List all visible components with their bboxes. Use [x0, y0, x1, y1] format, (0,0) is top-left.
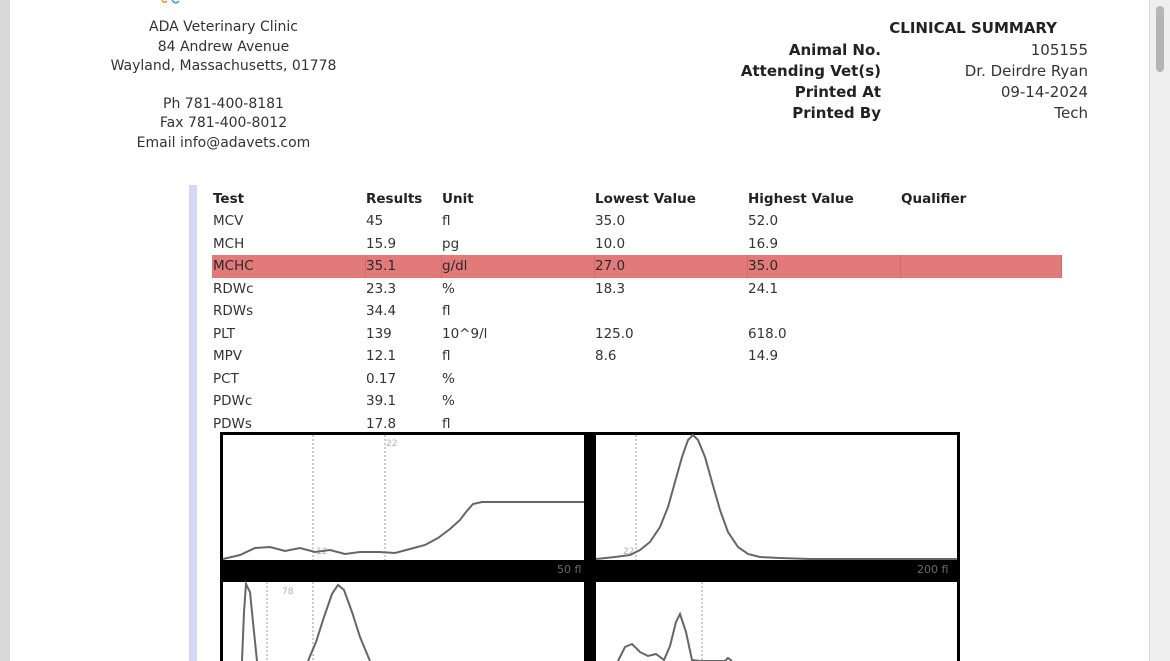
- cell-low: 18.3: [595, 280, 626, 297]
- clinic-city: Wayland, Massachusetts, 01778: [110, 58, 337, 74]
- cell-test: RDWs: [213, 303, 254, 319]
- cell-unit: fl: [442, 213, 451, 229]
- cell-low: [594, 368, 747, 391]
- cell-test: MCHC: [212, 255, 366, 278]
- cell-unit: 10^9/l: [442, 325, 488, 342]
- report-page: [10, 0, 1149, 661]
- histogram-bottom-left: [223, 582, 584, 661]
- meta-label: Attending Vet(s): [740, 62, 881, 80]
- meta-row-printed-at: [710, 82, 1088, 103]
- results-side-bar: [189, 185, 197, 661]
- summary-title: CLINICAL SUMMARY: [889, 19, 1057, 37]
- cell-low: 35.0: [595, 213, 626, 229]
- cell-qualifier: [900, 255, 1062, 278]
- cell-result: 17.8: [366, 415, 397, 432]
- cell-qualifier: [900, 210, 1061, 233]
- cell-qualifier: [900, 300, 1061, 323]
- histogram-top-right: [596, 435, 957, 560]
- scrollbar-thumb[interactable]: [1156, 6, 1164, 72]
- table-row: [212, 233, 1062, 256]
- cell-high: [747, 368, 900, 391]
- clinic-fax: Fax 781-400-8012: [159, 115, 288, 131]
- results-table: [212, 188, 1062, 435]
- marker-label: 12: [316, 547, 328, 557]
- clinic-email: Email info@adavets.com: [136, 134, 311, 151]
- cell-unit: pg: [442, 235, 460, 252]
- header-highest-value: Highest Value: [748, 191, 854, 207]
- marker-label: 78: [282, 587, 294, 597]
- cell-result: 23.3: [366, 280, 397, 297]
- cell-unit: %: [442, 280, 455, 297]
- axis-label: 50 fl: [557, 563, 582, 576]
- cell-test: MPV: [213, 348, 243, 364]
- cell-qualifier: [900, 233, 1061, 256]
- meta-label: Printed At: [794, 83, 881, 101]
- cell-result: 45: [366, 213, 384, 229]
- marker-label: 22: [386, 439, 398, 449]
- table-row: [212, 278, 1062, 301]
- cell-qualifier: [900, 345, 1061, 368]
- cell-high: [747, 300, 900, 323]
- cell-result: 15.9: [366, 235, 397, 252]
- cell-test: RDWc: [213, 280, 254, 297]
- meta-value: 105155: [1030, 41, 1088, 59]
- meta-row-animal-no: [710, 40, 1088, 61]
- meta-value: 09-14-2024: [1000, 83, 1088, 101]
- meta-label: Printed By: [792, 104, 881, 122]
- clinic-address-block: [98, 18, 349, 153]
- cell-test: PDWs: [213, 415, 252, 432]
- clinic-phone: Ph 781-400-8181: [163, 95, 284, 112]
- cell-result: 34.4: [366, 303, 397, 319]
- table-row: [212, 300, 1062, 323]
- cell-low: 125.0: [595, 325, 634, 342]
- axis-label: 200 fl: [917, 563, 949, 576]
- table-row: [212, 368, 1062, 391]
- cell-result: 0.17: [366, 370, 397, 387]
- cell-unit: fl: [442, 348, 451, 364]
- cell-low: 8.6: [595, 348, 617, 364]
- cell-high: 52.0: [748, 213, 779, 229]
- header-unit: Unit: [442, 191, 474, 207]
- cell-high: 35.0: [747, 255, 901, 278]
- clinic-logo-fragment: [160, 0, 190, 5]
- header-test: Test: [213, 191, 245, 207]
- cell-result: 35.1: [365, 255, 442, 278]
- cell-unit: g/dl: [441, 255, 595, 278]
- cell-low: 10.0: [595, 235, 626, 252]
- header-qualifier: Qualifier: [901, 191, 967, 207]
- table-row: [212, 345, 1062, 368]
- cell-test: MCH: [213, 235, 245, 252]
- cell-result: 139: [366, 325, 392, 342]
- cell-unit: fl: [442, 415, 451, 432]
- cell-qualifier: [900, 323, 1061, 346]
- meta-value: Tech: [1054, 104, 1088, 122]
- table-row: [212, 323, 1062, 346]
- meta-row-attending-vet: [710, 61, 1088, 82]
- cell-unit: %: [442, 370, 455, 387]
- cell-test: PLT: [213, 325, 236, 342]
- meta-label: Animal No.: [788, 41, 881, 59]
- meta-value: Dr. Deirdre Ryan: [964, 62, 1088, 80]
- cell-test: PDWc: [213, 393, 253, 409]
- marker-label: 22: [623, 547, 635, 557]
- header-results: Results: [366, 191, 423, 207]
- cell-unit: %: [442, 393, 455, 409]
- cell-high: 14.9: [748, 348, 779, 364]
- table-row: [212, 210, 1062, 233]
- cell-test: PCT: [213, 370, 239, 387]
- meta-row-printed-by: [710, 103, 1088, 124]
- vertical-scrollbar[interactable]: [1149, 0, 1170, 661]
- summary-meta: [710, 40, 1088, 124]
- cell-high: 16.9: [748, 235, 779, 252]
- cell-result: 12.1: [366, 348, 397, 364]
- table-header: [212, 188, 1062, 210]
- header-lowest-value: Lowest Value: [595, 191, 696, 207]
- table-row-flagged: [212, 255, 1062, 278]
- cell-qualifier: [900, 390, 1061, 413]
- cell-high: [747, 390, 900, 413]
- cell-low: 27.0: [594, 255, 748, 278]
- histogram-bottom-right: [596, 582, 957, 661]
- cell-test: MCV: [213, 213, 244, 229]
- clinic-street: 84 Andrew Avenue: [157, 38, 290, 55]
- histogram-image: [220, 432, 960, 661]
- cell-qualifier: [900, 278, 1061, 301]
- clinic-name: ADA Veterinary Clinic: [149, 19, 298, 35]
- cell-unit: fl: [442, 303, 451, 319]
- cell-low: [594, 300, 747, 323]
- cell-qualifier: [900, 368, 1061, 391]
- cell-result: 39.1: [366, 393, 397, 409]
- histogram-top-left: [223, 435, 584, 560]
- cell-high: 24.1: [748, 280, 779, 297]
- histogram-grid: [220, 432, 960, 661]
- cell-high: 618.0: [748, 325, 787, 342]
- table-row: [212, 390, 1062, 413]
- cell-low: [594, 390, 747, 413]
